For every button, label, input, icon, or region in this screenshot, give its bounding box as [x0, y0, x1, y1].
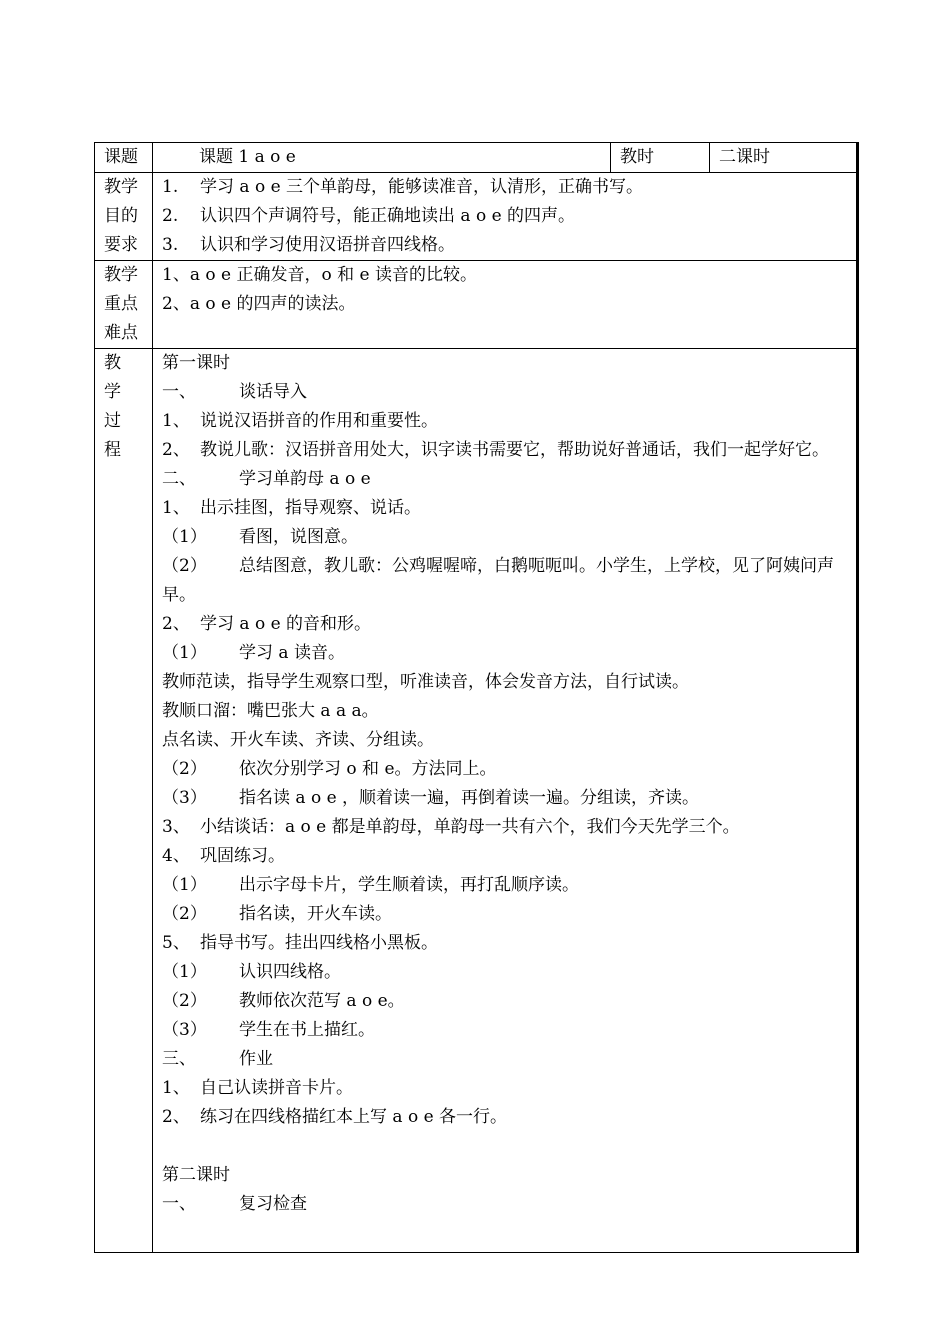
- process-line: [162, 842, 858, 871]
- line-marker: 1、: [162, 498, 190, 518]
- goal-item: 3. 认识和学习使用汉语拼音四线格。: [162, 235, 455, 255]
- line-text: 指名读，开火车读。: [239, 904, 392, 924]
- process-line: [162, 1190, 858, 1219]
- line-marker: 1、: [162, 411, 190, 431]
- line-text: 学习 a o e 的音和形。: [200, 614, 372, 634]
- header-row: [95, 143, 859, 173]
- process-line: [162, 494, 858, 523]
- process-line: [162, 726, 858, 755]
- process-line: [162, 378, 858, 407]
- process-line: [162, 958, 858, 987]
- blank-line: [162, 1132, 858, 1161]
- line-text: 教师范读，指导学生观察口型，听准读音，体会发音方法，自行试读。: [162, 672, 689, 692]
- process-line: [162, 929, 858, 958]
- period-value: 二课时: [710, 143, 859, 173]
- line-marker: 一、: [162, 382, 196, 402]
- line-text: 巩固练习。: [200, 846, 285, 866]
- process-row: [95, 349, 859, 1253]
- line-marker: （2）: [162, 904, 207, 924]
- line-text: 复习检查: [239, 1194, 307, 1214]
- line-text: 指导书写。挂出四线格小黑板。: [200, 933, 438, 953]
- process-line: [162, 1074, 858, 1103]
- table-right-border: [856, 142, 858, 1253]
- line-marker: 3、: [162, 817, 190, 837]
- keypoint-item: 2、a o e 的四声的读法。: [162, 294, 356, 314]
- line-marker: （2）: [162, 556, 207, 576]
- keypoints-content: [153, 261, 859, 349]
- line-marker: （1）: [162, 643, 207, 663]
- line-text: 认识四线格。: [239, 962, 341, 982]
- line-marker: 三、: [162, 1049, 196, 1069]
- line-text: 作业: [239, 1049, 273, 1069]
- line-text: 教说儿歌：汉语拼音用处大，识字读书需要它，帮助说好普通话，我们一起学好它。: [200, 440, 829, 460]
- goal-item: 1. 学习 a o e 三个单韵母，能够读准音，认清形，正确书写。: [162, 177, 644, 197]
- process-line: [162, 784, 858, 813]
- keypoints-label: 教学 重点 难点: [95, 261, 153, 349]
- line-marker: 2、: [162, 614, 190, 634]
- process-line: [162, 1045, 858, 1074]
- keypoint-item: 1、a o e 正确发音，o 和 e 读音的比较。: [162, 265, 477, 285]
- goals-label: 教学 目的 要求: [95, 173, 153, 261]
- line-text: 练习在四线格描红本上写 a o e 各一行。: [200, 1107, 508, 1127]
- process-line: [162, 610, 858, 639]
- line-text: 教师依次范写 a o e。: [239, 991, 405, 1011]
- subject-value: 课题 1 a o e: [153, 143, 611, 173]
- line-marker: （2）: [162, 991, 207, 1011]
- process-content: [153, 349, 859, 1253]
- process-line: [162, 349, 858, 378]
- line-text: 第二课时: [162, 1165, 230, 1185]
- line-marker: 2、: [162, 1107, 190, 1127]
- line-text: 小结谈话：a o e 都是单韵母，单韵母一共有六个，我们今天先学三个。: [200, 817, 740, 837]
- process-line: [162, 813, 858, 842]
- process-line: [162, 697, 858, 726]
- line-marker: 2、: [162, 440, 190, 460]
- goals-row: [95, 173, 859, 261]
- process-line: [162, 523, 858, 552]
- line-text: 第一课时: [162, 353, 230, 373]
- process-line: [162, 900, 858, 929]
- line-text: 学生在书上描红。: [239, 1020, 375, 1040]
- process-line: [162, 668, 858, 697]
- line-text: 依次分别学习 o 和 e。方法同上。: [239, 759, 497, 779]
- goals-content: [153, 173, 859, 261]
- line-text: 教顺口溜：嘴巴张大 a a a。: [162, 701, 379, 721]
- line-text: 点名读、开火车读、齐读、分组读。: [162, 730, 434, 750]
- line-text: 谈话导入: [239, 382, 307, 402]
- process-line: [162, 755, 858, 784]
- line-text: 说说汉语拼音的作用和重要性。: [200, 411, 438, 431]
- process-line: [162, 465, 858, 494]
- goal-item: 2. 认识四个声调符号，能正确地读出 a o e 的四声。: [162, 206, 576, 226]
- line-text: 自己认读拼音卡片。: [200, 1078, 353, 1098]
- line-marker: （1）: [162, 962, 207, 982]
- line-text: 看图，说图意。: [239, 527, 358, 547]
- process-line: [162, 552, 858, 610]
- process-line: [162, 639, 858, 668]
- line-text: 学习 a 读音。: [239, 643, 345, 663]
- line-text: 总结图意，教儿歌：公鸡喔喔啼，白鹅呃呃叫。小学生，上学校，见了阿姨问声早。: [162, 556, 834, 605]
- line-marker: 4、: [162, 846, 190, 866]
- line-text: 指名读 a o e ，顺着读一遍，再倒着读一遍。分组读，齐读。: [239, 788, 700, 808]
- process-line: [162, 1016, 858, 1045]
- process-line: [162, 871, 858, 900]
- line-marker: 5、: [162, 933, 190, 953]
- line-text: 出示挂图，指导观察、说话。: [200, 498, 421, 518]
- process-line: [162, 1161, 858, 1190]
- process-line: [162, 436, 858, 465]
- process-line: [162, 1103, 858, 1132]
- subject-label: 课题: [95, 143, 153, 173]
- line-marker: 1、: [162, 1078, 190, 1098]
- lesson-plan-table: [94, 142, 859, 1253]
- line-marker: （3）: [162, 788, 207, 808]
- line-text: 出示字母卡片，学生顺着读，再打乱顺序读。: [239, 875, 579, 895]
- line-marker: 一、: [162, 1194, 196, 1214]
- line-text: 学习单韵母 a o e: [239, 469, 371, 489]
- process-label: 教 学 过 程: [95, 349, 153, 1253]
- period-label: 教时: [611, 143, 710, 173]
- line-marker: （1）: [162, 875, 207, 895]
- line-marker: （2）: [162, 759, 207, 779]
- line-marker: （1）: [162, 527, 207, 547]
- process-line: [162, 407, 858, 436]
- line-marker: 二、: [162, 469, 196, 489]
- keypoints-row: [95, 261, 859, 349]
- line-marker: （3）: [162, 1020, 207, 1040]
- process-line: [162, 987, 858, 1016]
